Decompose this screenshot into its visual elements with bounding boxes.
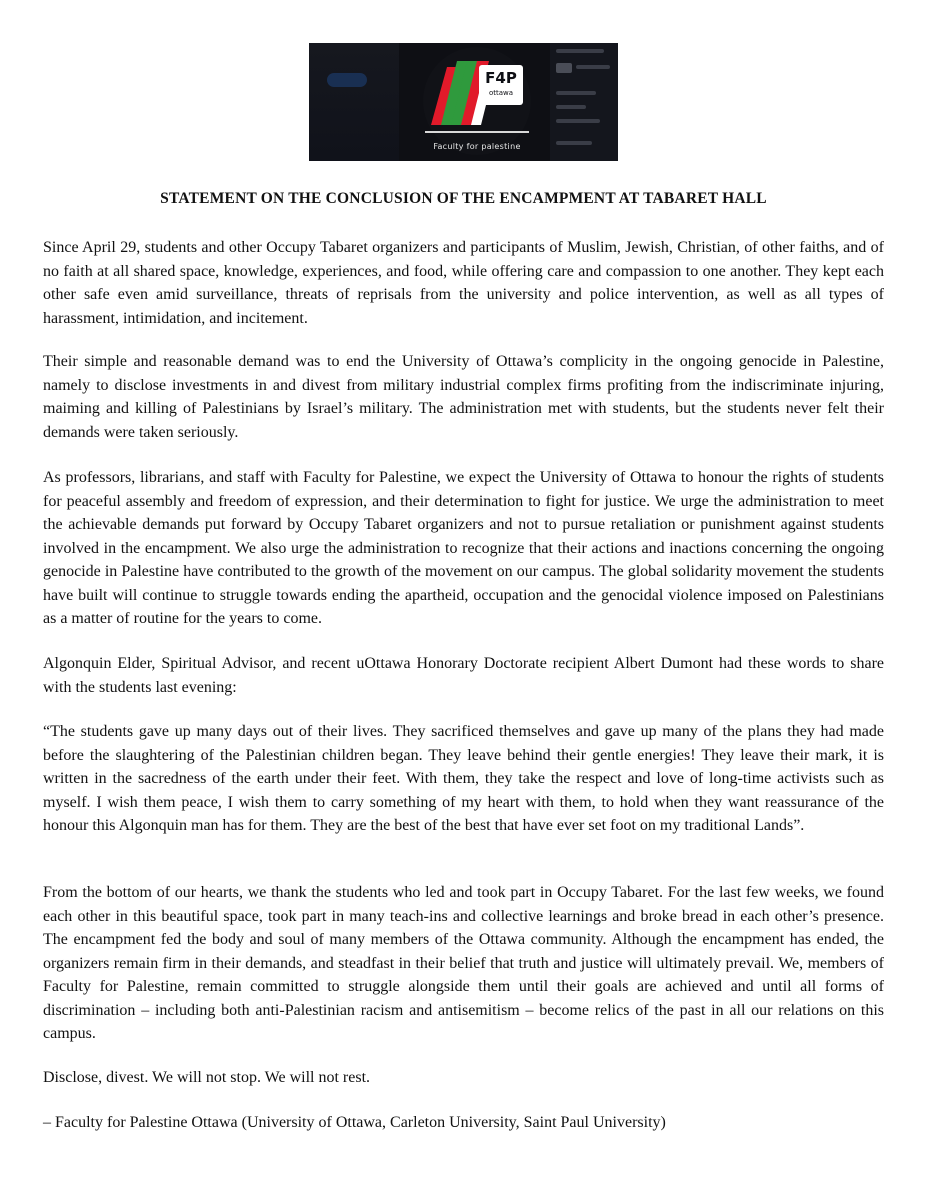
blurred-line	[576, 65, 610, 69]
closing-line: Disclose, divest. We will not stop. We will not rest.	[43, 1069, 371, 1086]
blurred-line	[556, 141, 592, 145]
logo-name: F4P	[485, 69, 517, 87]
paragraph-3: As professors, librarians, and staff with Faculty for Palestine, we expect the University of Ottawa to honour the rights of students for peaceful assembly and freedom of expression, and their determination to fight for justice. We urge the administration to meet the achievable demands put forward by Occupy Tabaret organizers and not to pursue retaliation or punishment against students involved in the encampment. We also urge the administration to recognize that their actions and inactions concerning the ongoing genocide in Palestine have contributed to the growth of the movement on our campus. The global solidarity movement the students have built will continue to struggle towards ending the apartheid, occupation and the genocidal violence imposed on Palestinians as a matter of routine for the years to come.	[43, 469, 884, 627]
blurred-thumb	[556, 63, 572, 73]
paragraph-4: Algonquin Elder, Spiritual Advisor, and recent uOttawa Honorary Doctorate recipient Albert Dumont had these words to share with the students last evening:	[43, 655, 884, 696]
paragraph-6: From the bottom of our hearts, we thank the students who led and took part in Occupy Tabaret. For the last few weeks, we found each other in this beautiful space, took part in many teach-ins and collective learnings and broke bread in each other’s presence. The encampment fed the body and soul of many members of the Ottawa community. Although the encampment has ended, the organizers remain firm in their demands, and steadfast in their belief that truth and justice will ultimately prevail. We, members of Faculty for Palestine, remain committed to struggle alongside them until their goals are achieved and until all forms of discrimination – including both anti-Palestinian racism and antisemitism – become relics of the past in all our relations on this campus.	[43, 884, 884, 1042]
paragraph-1: Since April 29, students and other Occupy Tabaret organizers and participants of Muslim, Jewish, Christian, of other faiths, and of no faith at all shared space, knowledge, experiences, and food, while offering care and compassion to one another. They kept each other safe even amid surveillance, threats of reprisals from the university and police intervention, as well as all types of harassment, intimidation, and incitement.	[43, 239, 884, 327]
blurred-line	[556, 91, 596, 95]
statement-title: STATEMENT ON THE CONCLUSION OF THE ENCAMPMENT AT TABARET HALL	[160, 190, 767, 207]
elder-quote: “The students gave up many days out of their lives. They sacrificed themselves and gave up many of the plans they had made before the slaughtering of the Palestinian children began. They leave behind their gentle energies! They leave their mark, it is written in the sacredness of the earth under their feet. With them, they take the respect and love of long-time activists such as myself. I wish them peace, I wish them to carry something of my heart with them, to hold when they want reassurance of the honour this Algonquin man has for them. They are the best of the best that have ever set foot on my traditional Lands”.	[43, 723, 884, 834]
blurred-background-left	[309, 43, 399, 161]
f4p-badge	[479, 65, 523, 105]
blurred-line	[556, 105, 586, 109]
blurred-line	[556, 119, 600, 123]
blurred-line	[556, 49, 604, 53]
blurred-background-right	[550, 43, 618, 161]
signature-line: – Faculty for Palestine Ottawa (University of Ottawa, Carleton University, Saint Paul University)	[43, 1114, 666, 1131]
header-logo-image	[309, 43, 618, 161]
paragraph-2: Their simple and reasonable demand was to end the University of Ottawa’s complicity in the ongoing genocide in Palestine, namely to disclose investments in and divest from military industrial complex firms profiting from the indiscriminate injuring, maiming and killing of Palestinians by Israel’s military. The administration met with students, but the students never felt their demands were taken seriously.	[43, 353, 884, 441]
logo-caption: Faculty for palestine	[433, 142, 521, 151]
blurred-button-shape	[327, 73, 367, 87]
logo-subname: ottawa	[488, 89, 514, 97]
faculty-for-palestine-logo	[417, 47, 537, 159]
